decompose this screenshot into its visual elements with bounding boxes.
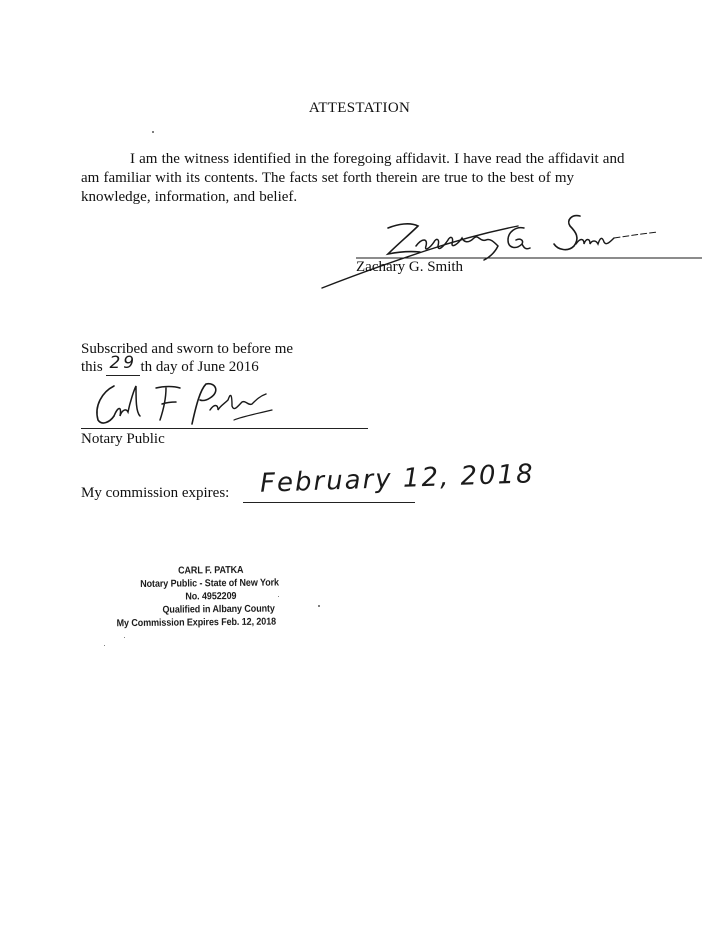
jurat-day-suffix: th day of June 2016 xyxy=(140,359,259,375)
scan-speck xyxy=(278,596,279,597)
stamp-number: No. 4952209 xyxy=(185,590,237,603)
jurat-day-handwritten: 29 xyxy=(109,353,138,373)
jurat-line-2 xyxy=(81,353,259,376)
scan-speck xyxy=(152,131,154,133)
commission-date-line xyxy=(243,502,415,503)
commission-expires-label: My commission expires: xyxy=(81,485,230,501)
commission-date-handwritten: February 12, 2018 xyxy=(259,459,536,499)
attestation-paragraph: I am the witness identified in the foregoing affidavit. I have read the affidavit and am familiar with its contents. The facts set forth therein are true to the best of my knowledge, information, and belief. xyxy=(81,151,625,205)
notary-signature xyxy=(84,376,284,432)
stamp-name: CARL F. PATKA xyxy=(178,564,244,577)
notary-stamp xyxy=(110,563,350,630)
document-title: ATTESTATION xyxy=(308,100,411,116)
stamp-expires: My Commission Expires Feb. 12, 2018 xyxy=(116,616,277,630)
scan-speck xyxy=(124,637,125,638)
notary-public-label: Notary Public xyxy=(81,431,165,447)
stamp-county: Qualified in Albany County xyxy=(162,603,275,616)
notary-signature-line xyxy=(81,428,368,429)
jurat-day-blank xyxy=(106,353,140,376)
scan-speck xyxy=(318,605,320,607)
scan-speck xyxy=(104,645,105,646)
jurat-this: this xyxy=(81,359,103,375)
stamp-title: Notary Public - State of New York xyxy=(140,577,279,590)
witness-signature xyxy=(318,208,718,293)
jurat-line-1: Subscribed and sworn to before me xyxy=(81,341,294,357)
witness-name: Zachary G. Smith xyxy=(356,259,464,275)
